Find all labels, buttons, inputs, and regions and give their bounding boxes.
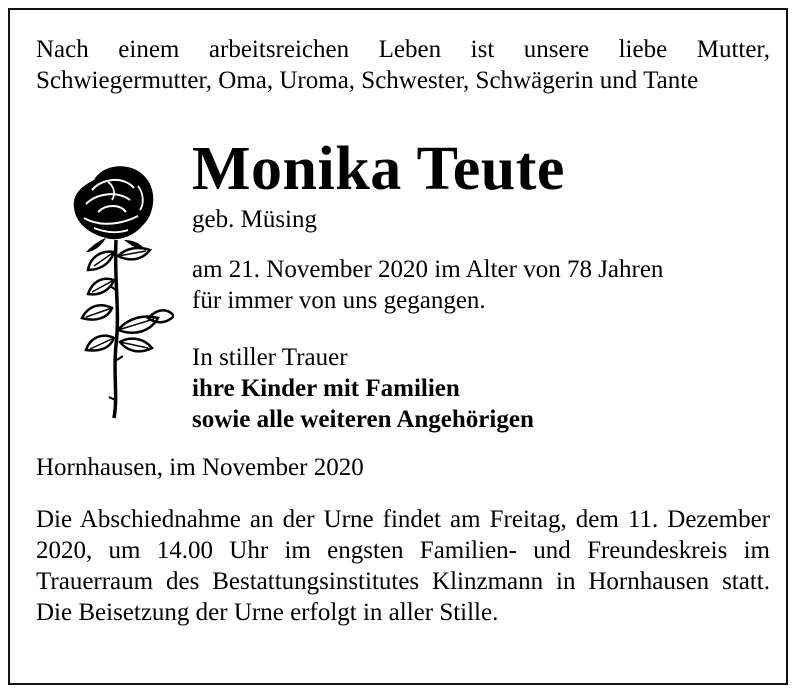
place-date: Hornhausen, im November 2020 [36,454,364,481]
death-statement [192,254,752,316]
mourners-line-1: ihre Kinder mit Familien [192,375,460,402]
deceased-name: Monika Teute [192,135,565,203]
mourners-line-2: sowie alle weiteren Angehörigen [192,406,534,433]
obituary-notice [8,8,788,685]
birth-name: geb. Müsing [192,206,317,233]
farewell-details: Die Abschiednahme an der Urne findet am Freitag, dem 11. Dezember 2020, um 14.00 Uhr im engsten Familien- und Freundeskreis im Trauerraum des Bestattungsinstitutes Klinzmann in Hornhausen statt. Die Beisetzung der Urne erfolgt in aller Stille. [36,506,770,626]
intro-text: Nach einem arbeitsreichen Leben ist unsere liebe Mutter, Schwiegermutter, Oma, Uroma, Schwester, Schwägerin und Tante [36,36,770,94]
mourning-block [192,342,752,435]
mourning-intro: In stiller Trauer [192,344,348,371]
death-line-1: am 21. November 2020 im Alter von 78 Jahren [192,256,664,283]
death-line-2: für immer von uns gegangen. [192,287,486,314]
rose-icon [54,160,174,420]
